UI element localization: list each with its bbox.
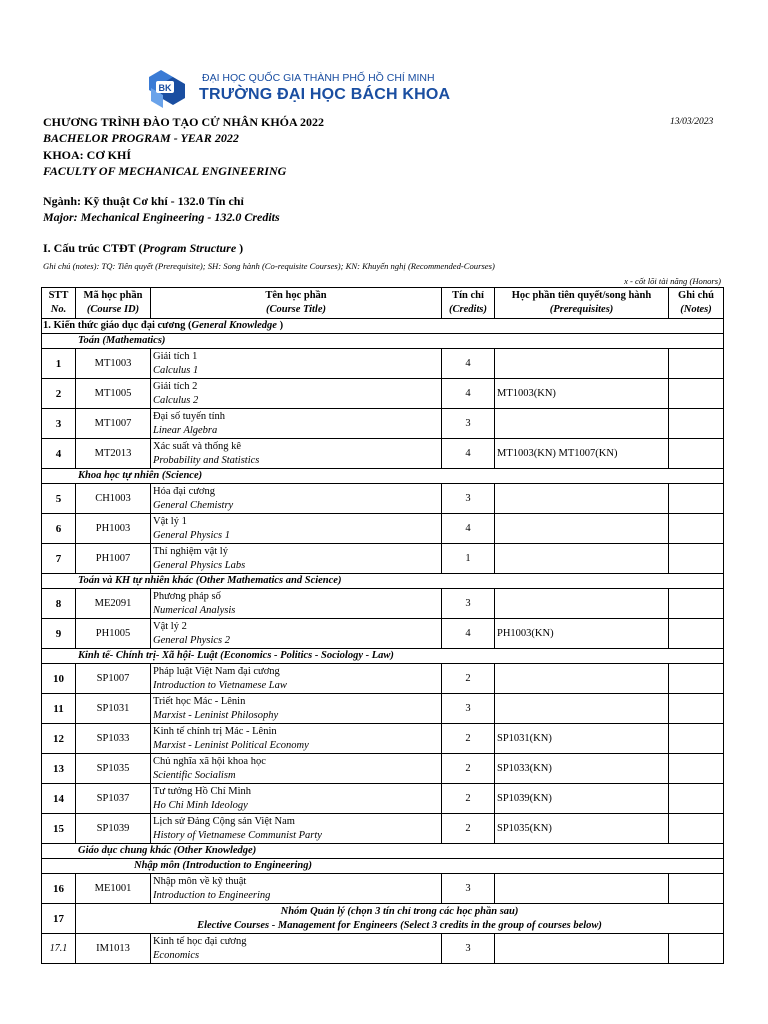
course-credits: 3 (442, 934, 495, 964)
course-title (151, 349, 442, 379)
course-title-en: Introduction to Vietnamese Law (153, 679, 287, 691)
course-title-vi: Vật lý 1 (153, 515, 187, 527)
subsection-mathematics: Toán (Mathematics) (42, 334, 724, 349)
course-stt: 10 (42, 664, 76, 694)
course-title (151, 784, 442, 814)
major-vi: Ngành: Kỹ thuật Cơ khí - 132.0 Tín chỉ (43, 194, 244, 208)
svg-text:BK: BK (158, 83, 172, 93)
course-stt: 2 (42, 379, 76, 409)
course-stt: 11 (42, 694, 76, 724)
course-row (42, 814, 724, 844)
course-notes (669, 664, 724, 694)
course-title-vi: Vật lý 2 (153, 620, 187, 632)
course-id: ME2091 (76, 589, 151, 619)
course-title-en: Numerical Analysis (153, 604, 236, 616)
col-stt: STT No. (42, 288, 76, 319)
faculty-vi: KHOA: CƠ KHÍ (43, 148, 132, 162)
course-credits: 4 (442, 514, 495, 544)
group-stt: 17 (42, 904, 76, 934)
course-title-vi: Triết học Mác - Lênin (153, 695, 246, 707)
course-title-en: General Physics 2 (153, 634, 230, 646)
course-stt: 9 (42, 619, 76, 649)
course-notes (669, 439, 724, 469)
course-title-en: Marxist - Leninist Philosophy (153, 709, 279, 721)
course-row (42, 874, 724, 904)
course-title (151, 379, 442, 409)
course-prerequisites (495, 409, 669, 439)
course-title (151, 619, 442, 649)
course-row (42, 439, 724, 469)
course-id: MT1003 (76, 349, 151, 379)
course-credits: 4 (442, 349, 495, 379)
course-row (42, 409, 724, 439)
course-row (42, 694, 724, 724)
course-credits: 2 (442, 664, 495, 694)
course-id: SP1039 (76, 814, 151, 844)
course-notes (669, 934, 724, 964)
subsection-economics-politics: Kinh tế- Chính trị- Xã hội- Luật (Economics - Politics - Sociology - Law) (42, 649, 724, 664)
course-prerequisites (495, 664, 669, 694)
course-notes (669, 754, 724, 784)
subsection-intro-engineering: Nhập môn (Introduction to Engineering) (42, 859, 724, 874)
course-title (151, 874, 442, 904)
course-id: SP1037 (76, 784, 151, 814)
course-prerequisites (495, 484, 669, 514)
subsection-science: Khoa học tự nhiên (Science) (42, 469, 724, 484)
course-stt: 12 (42, 724, 76, 754)
course-row (42, 589, 724, 619)
course-id: MT1007 (76, 409, 151, 439)
course-title-vi: Tư tưởng Hồ Chí Minh (153, 785, 252, 797)
course-title-vi: Phương pháp số (153, 590, 221, 602)
course-id: SP1033 (76, 724, 151, 754)
course-title-en: Linear Algebra (153, 424, 218, 436)
col-notes: Ghi chú (Notes) (669, 288, 724, 319)
course-title-en: Scientific Socialism (153, 769, 236, 781)
course-prerequisites: MT1003(KN) MT1007(KN) (495, 439, 669, 469)
course-title (151, 694, 442, 724)
course-notes (669, 349, 724, 379)
course-id: PH1007 (76, 544, 151, 574)
course-id: PH1005 (76, 619, 151, 649)
course-row (42, 514, 724, 544)
course-id: ME1001 (76, 874, 151, 904)
course-stt: 16 (42, 874, 76, 904)
course-row (42, 379, 724, 409)
course-row (42, 784, 724, 814)
course-id: IM1013 (76, 934, 151, 964)
document-date: 13/03/2023 (670, 117, 714, 127)
course-title-vi: Kinh tế học đại cương (153, 935, 247, 947)
course-title-vi: Đại số tuyến tính (153, 410, 226, 422)
course-title-en: Ho Chi Minh Ideology (153, 799, 248, 811)
course-title-en: Marxist - Leninist Political Economy (153, 739, 309, 751)
course-title (151, 814, 442, 844)
course-row (42, 754, 724, 784)
course-title-vi: Giải tích 2 (153, 380, 198, 392)
course-title-vi: Xác suất và thống kê (153, 440, 242, 452)
course-prerequisites (495, 874, 669, 904)
course-stt: 15 (42, 814, 76, 844)
course-notes (669, 514, 724, 544)
course-credits: 3 (442, 409, 495, 439)
course-row (42, 664, 724, 694)
course-title (151, 439, 442, 469)
course-title-en: History of Vietnamese Communist Party (153, 829, 322, 841)
course-credits: 2 (442, 814, 495, 844)
course-title (151, 934, 442, 964)
course-stt: 17.1 (42, 934, 76, 964)
course-title-en: General Chemistry (153, 499, 234, 511)
course-credits: 4 (442, 439, 495, 469)
course-notes (669, 784, 724, 814)
course-notes (669, 379, 724, 409)
course-title-vi: Thí nghiệm vật lý (153, 545, 228, 557)
course-credits: 4 (442, 379, 495, 409)
course-stt: 13 (42, 754, 76, 784)
course-prerequisites: SP1035(KN) (495, 814, 669, 844)
course-id: SP1035 (76, 754, 151, 784)
course-id: MT1005 (76, 379, 151, 409)
course-notes (669, 409, 724, 439)
course-prerequisites: SP1033(KN) (495, 754, 669, 784)
course-row (42, 349, 724, 379)
course-prerequisites: SP1039(KN) (495, 784, 669, 814)
section-general-knowledge: 1. Kiến thức giáo dục đại cương (General Knowledge ) (42, 319, 724, 334)
course-title-vi: Lịch sử Đảng Cộng sản Việt Nam (153, 815, 295, 827)
course-prerequisites (495, 694, 669, 724)
course-notes (669, 814, 724, 844)
course-prerequisites: PH1003(KN) (495, 619, 669, 649)
course-title-vi: Giải tích 1 (153, 350, 198, 362)
course-credits: 2 (442, 754, 495, 784)
course-notes (669, 589, 724, 619)
notes-legend: Ghi chú (notes): TQ: Tiên quyết (Prerequisite); SH: Song hành (Co-requisite Courses); KN: Khuyến nghị (Recommended-Courses) (43, 261, 495, 271)
course-title (151, 589, 442, 619)
course-title (151, 409, 442, 439)
course-title-vi: Kinh tế chính trị Mác - Lênin (153, 725, 277, 737)
course-row (42, 619, 724, 649)
course-title (151, 484, 442, 514)
university-name: ĐẠI HỌC QUỐC GIA THÀNH PHỐ HỒ CHÍ MINH (202, 72, 435, 84)
school-name: TRƯỜNG ĐẠI HỌC BÁCH KHOA (199, 86, 451, 103)
course-id: PH1003 (76, 514, 151, 544)
course-title-en: General Physics 1 (153, 529, 230, 541)
course-stt: 4 (42, 439, 76, 469)
table-header-row (42, 288, 724, 319)
course-notes (669, 484, 724, 514)
course-stt: 6 (42, 514, 76, 544)
course-prerequisites (495, 589, 669, 619)
course-title-en: Calculus 2 (153, 394, 199, 406)
structure-heading: I. Cấu trúc CTĐT (Program Structure ) (43, 241, 244, 255)
course-title-vi: Pháp luật Việt Nam đại cương (153, 665, 280, 677)
course-prerequisites (495, 544, 669, 574)
course-stt: 1 (42, 349, 76, 379)
group-title: Nhóm Quản lý (chọn 3 tín chỉ trong các học phần sau) Elective Courses - Management for Engineers (Select 3 credits in the group of courses below) (76, 904, 724, 934)
course-title-vi: Chủ nghĩa xã hội khoa học (153, 755, 266, 767)
course-title (151, 754, 442, 784)
course-prerequisites: SP1031(KN) (495, 724, 669, 754)
col-credits: Tín chỉ (Credits) (442, 288, 495, 319)
course-prerequisites: MT1003(KN) (495, 379, 669, 409)
course-id: SP1007 (76, 664, 151, 694)
subsection-other-knowledge: Giáo dục chung khác (Other Knowledge) (42, 844, 724, 859)
course-notes (669, 544, 724, 574)
course-prerequisites (495, 934, 669, 964)
col-prerequisites: Học phần tiên quyết/song hành (Prerequisites) (495, 288, 669, 319)
col-course-id: Mã học phần (Course ID) (76, 288, 151, 319)
course-title-en: Economics (153, 949, 200, 961)
course-title-en: General Physics Labs (153, 559, 246, 571)
course-prerequisites (495, 349, 669, 379)
subsection-other-math-science: Toán và KH tự nhiên khác (Other Mathematics and Science) (42, 574, 724, 589)
bk-logo-icon (147, 68, 195, 112)
course-id: SP1031 (76, 694, 151, 724)
course-title-en: Calculus 1 (153, 364, 199, 376)
course-credits: 3 (442, 874, 495, 904)
major-en: Major: Mechanical Engineering - 132.0 Credits (43, 210, 280, 224)
course-credits: 2 (442, 724, 495, 754)
course-credits: 4 (442, 619, 495, 649)
course-notes (669, 874, 724, 904)
course-row (42, 484, 724, 514)
course-id: CH1003 (76, 484, 151, 514)
course-notes (669, 694, 724, 724)
elective-group-management (42, 904, 724, 934)
course-stt: 8 (42, 589, 76, 619)
course-row (42, 724, 724, 754)
course-notes (669, 619, 724, 649)
program-title-vi: CHƯƠNG TRÌNH ĐÀO TẠO CỬ NHÂN KHÓA 2022 (43, 115, 325, 129)
course-title-vi: Hóa đại cương (153, 485, 215, 497)
course-stt: 5 (42, 484, 76, 514)
course-prerequisites (495, 514, 669, 544)
course-title-en: Introduction to Engineering (153, 889, 271, 901)
course-notes (669, 724, 724, 754)
col-course-title: Tên học phần (Course Title) (151, 288, 442, 319)
course-id: MT2013 (76, 439, 151, 469)
course-title-en: Probability and Statistics (153, 454, 260, 466)
faculty-en: FACULTY OF MECHANICAL ENGINEERING (43, 164, 287, 178)
course-stt: 14 (42, 784, 76, 814)
course-credits: 3 (442, 694, 495, 724)
course-credits: 2 (442, 784, 495, 814)
program-title-en: BACHELOR PROGRAM - YEAR 2022 (43, 131, 239, 145)
course-credits: 1 (442, 544, 495, 574)
course-title (151, 514, 442, 544)
university-logo (147, 68, 451, 112)
course-title (151, 544, 442, 574)
course-table (41, 287, 724, 964)
course-stt: 3 (42, 409, 76, 439)
course-title-vi: Nhập môn về kỹ thuật (153, 875, 247, 887)
course-row (42, 544, 724, 574)
course-title (151, 664, 442, 694)
course-stt: 7 (42, 544, 76, 574)
course-title (151, 724, 442, 754)
course-row (42, 934, 724, 964)
honors-legend: x - cốt lõi tài năng (Honors) (624, 276, 721, 286)
course-credits: 3 (442, 589, 495, 619)
course-credits: 3 (442, 484, 495, 514)
